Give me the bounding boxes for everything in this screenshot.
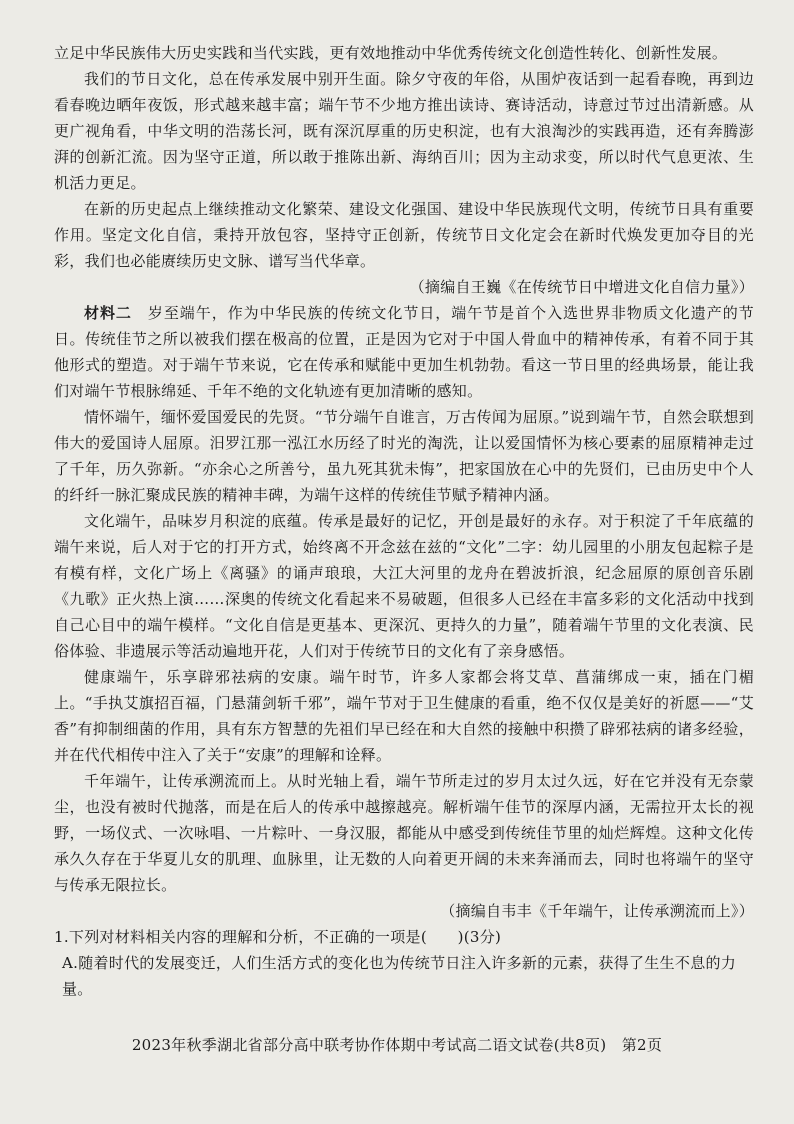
paragraph-festival-culture: 我们的节日文化，总在传承发展中别开生面。除夕守夜的年俗，从围炉夜话到一起看春晚，再到边看春晚边晒年夜饭，形式越来越丰富；端午节不少地方推出读诗、赛诗活动，诗意过节过出清新感。从更广视角看，中华文明的浩荡长河，既有深沉厚重的历史积淀，也有大浪淘沙的实践再造，还有奔腾澎湃的创新汇流。因为坚守正道，所以敢于推陈出新、海纳百川；因为主动求变，所以时代气息更浓、生机活力更足。 — [54, 70, 754, 192]
material2-intro-text: 岁至端午，作为中华民族的传统文化节日，端午节是首个入选世界非物质文化遗产的节日。传统佳节之所以被我们摆在极高的位置，正是因为它对于中国人骨血中的精神传承，有着不同于其他形式的塑造。对于端午节来说，它在传承和赋能中更加生机勃勃。看这一节日里的经典场景，能让我们对端午节根脉绵延、千年不绝的文化轨迹有更加清晰的感知。 — [54, 304, 754, 400]
material2-label: 材料二 — [84, 304, 132, 322]
paragraph-qiannian: 千年端午，让传承溯流而上。从时光轴上看，端午节所走过的岁月太过久远，好在它并没有无奈蒙尘，也没有被时代抛落，而是在后人的传承中越擦越亮。解析端午佳节的深厚内涵，无需拉开太长的视野，一场仪式、一次咏唱、一片粽叶、一身汉服，都能从中感受到传统佳节里的灿烂辉煌。这种文化传承久久存在于华夏儿女的肌理、血脉里，让无数的人向着更开阔的未来奔涌而去，同时也将端午的坚守与传承无限拉长。 — [54, 772, 754, 894]
paragraph-jiankang: 健康端午，乐享辟邪祛病的安康。端午时节，许多人家都会将艾草、菖蒲绑成一束，插在门楣上。“手执艾旗招百福，门悬蒲剑斩千邪”，端午节对于卫生健康的看重，绝不仅仅是美好的祈愿——“艾香”有抑制细菌的作用，具有东方智慧的先祖们早已经在和大自然的接触中积攒了辟邪祛病的诸多经验，并在代代相传中注入了关于“安康”的理解和诠释。 — [54, 668, 754, 764]
paragraph-continued: 立足中华民族伟大历史实践和当代实践，更有效地推动中华优秀传统文化创造性转化、创新性发展。 — [54, 44, 728, 62]
material2-intro — [54, 300, 754, 404]
paragraph-wenhua: 文化端午，品味岁月积淀的底蕴。传承是最好的记忆，开创是最好的永存。对于积淀了千年底蕴的端午来说，后人对于它的打开方式，始终离不开念兹在兹的“文化”二字：幼儿园里的小朋友包起粽子是有模有样，文化广场上《离骚》的诵声琅琅，大江大河里的龙舟在碧波折浪，纪念屈原的原创音乐剧《九歌》正火热上演……深奥的传统文化看起来不易破题，但很多人已经在丰富多彩的文化活动中找到自己心目中的端午模样。“文化自信是更基本、更深沉、更持久的力量”，随着端午节里的文化表演、民俗体验、非遗展示等活动遍地开花，人们对于传统节日的文化有了亲身感悟。 — [54, 512, 754, 660]
paragraph-new-era: 在新的历史起点上继续推动文化繁荣、建设文化强国、建设中华民族现代文明，传统节日具有重要作用。坚定文化自信，秉持开放包容，坚持守正创新，传统节日文化定会在新时代焕发更加夺目的光彩，我们也必能赓续历史文脉、谱写当代华章。 — [54, 200, 754, 270]
source-citation-2: （摘编自韦丰《千年端午，让传承溯流而上》） — [440, 902, 754, 920]
page-footer: 2023年秋季湖北省部分高中联考协作体期中考试高二语文试卷(共8页) 第2页 — [131, 1036, 663, 1054]
question-1: 1.下列对材料相关内容的理解和分析，不正确的一项是( )(3分) — [54, 928, 502, 946]
question-1-option-a: A.随着时代的发展变迁，人们生活方式的变化也为传统节日注入许多新的元素，获得了生生不息的力量。 — [62, 954, 737, 998]
paragraph-qinghuai: 情怀端午，缅怀爱国爱民的先贤。“节分端午自谁言，万古传闻为屈原。”说到端午节，自然会联想到伟大的爱国诗人屈原。汨罗江那一泓江水历经了时光的淘洗，让以爱国情怀为核心要素的屈原精神走过了千年，历久弥新。“亦余心之所善兮，虽九死其犹未悔”，把家国放在心中的先贤们，已由历史中个人的纤纤一脉汇聚成民族的精神丰碑，为端午这样的传统佳节赋予精神内涵。 — [54, 408, 754, 504]
source-citation-1: （摘编自王巍《在传统节日中增进文化自信力量》） — [409, 278, 754, 296]
